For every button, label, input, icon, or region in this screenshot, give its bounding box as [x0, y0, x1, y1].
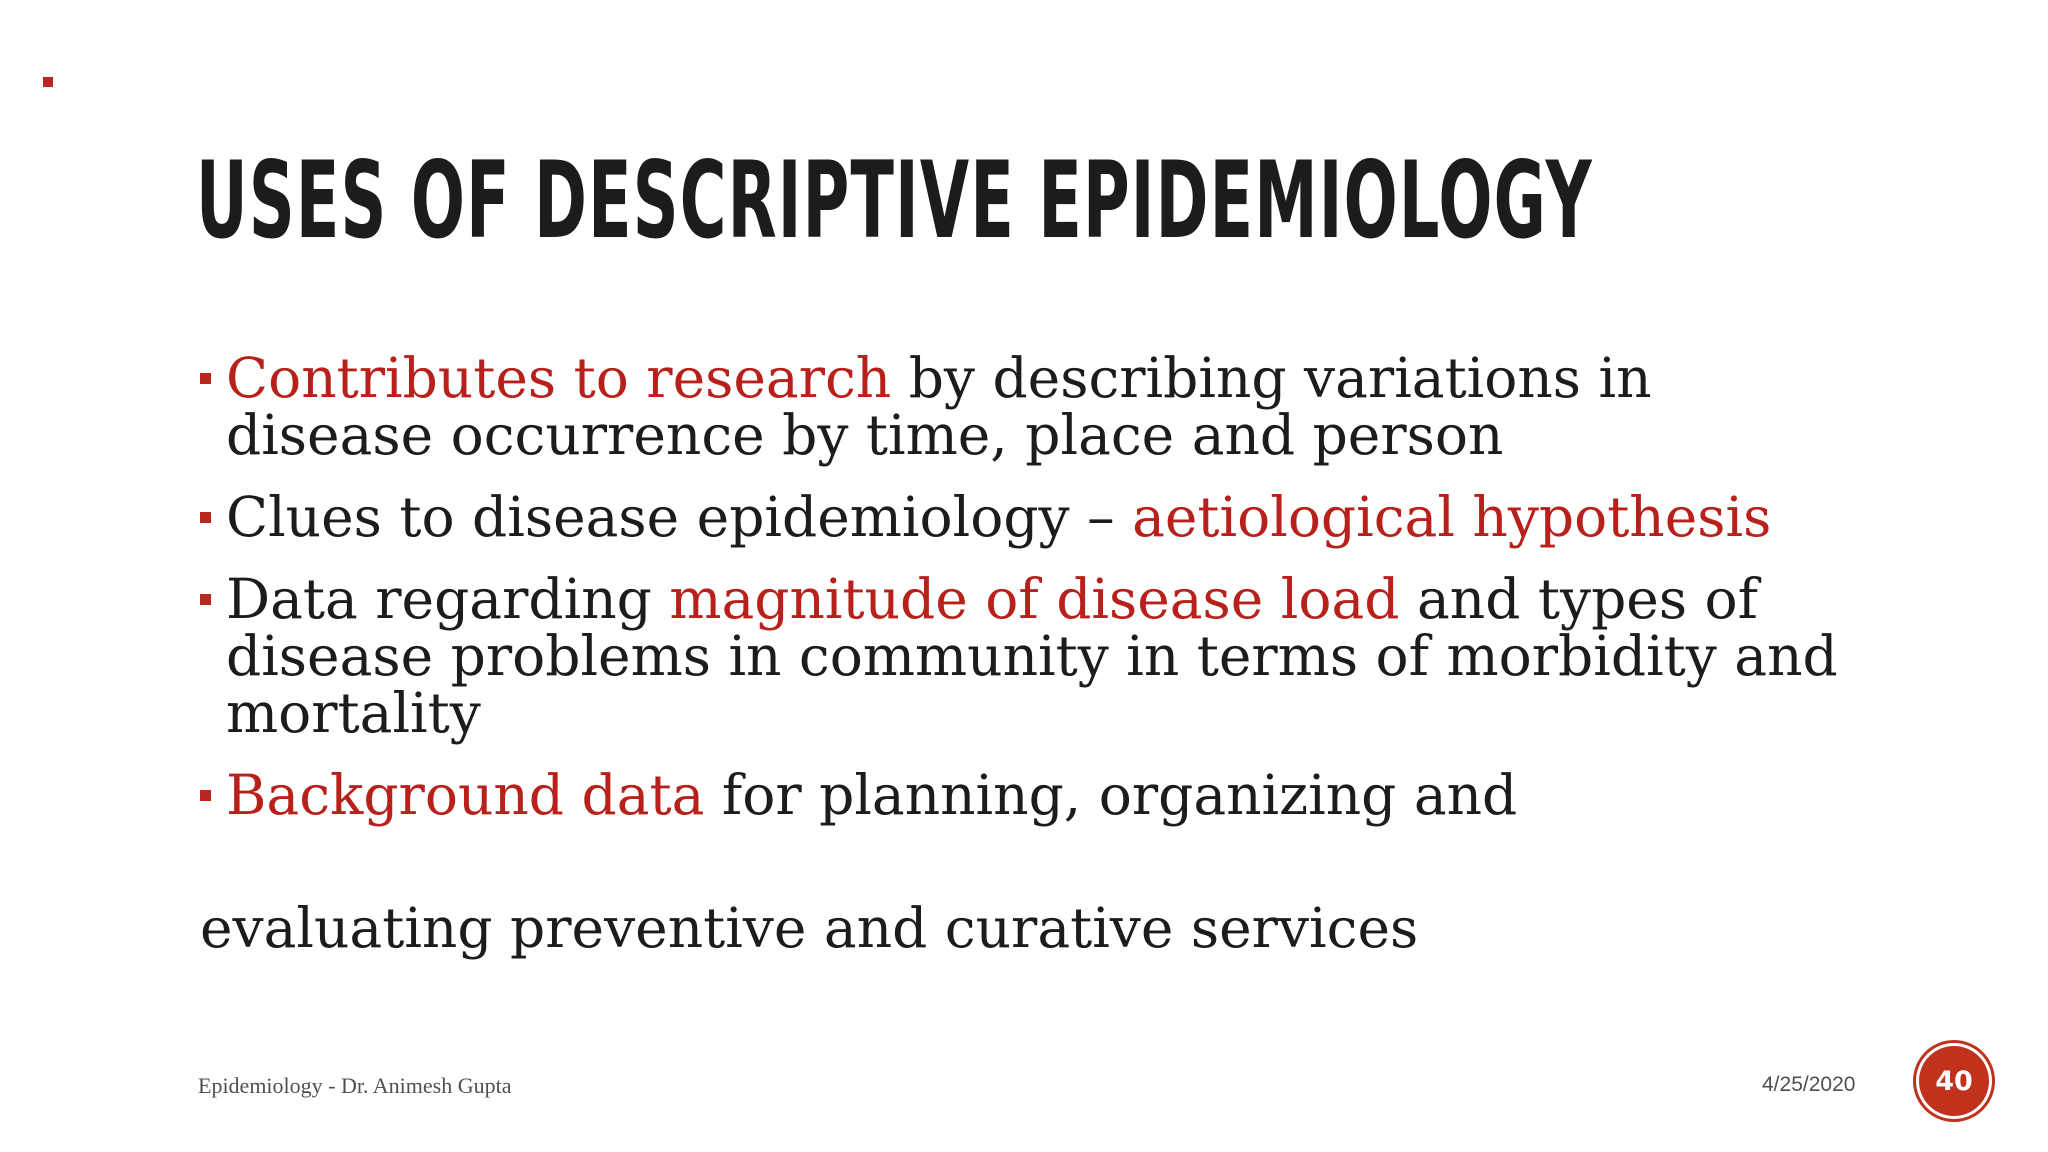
bullet-marker-icon — [200, 594, 211, 605]
bullet-item — [196, 485, 1896, 549]
bullet-emphasis: aetiological hypothesis — [1132, 485, 1772, 549]
bullet-marker-icon — [200, 512, 211, 523]
bullet-plain: by describing variations in disease occurrence by time, place and person — [226, 346, 1652, 467]
bullet-item — [196, 763, 1896, 827]
bullet-continuation-text: evaluating preventive and curative services — [200, 896, 1419, 960]
bullet-item — [196, 346, 1896, 467]
footer-text: Epidemiology - Dr. Animesh Gupta — [198, 1073, 512, 1098]
bullet-text — [226, 485, 1876, 549]
bullet-list — [196, 346, 1896, 827]
bullet-plain: Clues to disease epidemiology – — [226, 485, 1133, 549]
bullet-plain: for planning, organizing and — [704, 763, 1518, 827]
page-number-badge — [1919, 1046, 1989, 1116]
bullet-plain: Data regarding — [226, 567, 670, 631]
page-number: 40 — [1935, 1065, 1973, 1097]
bullet-plain: and types of disease problems in community in terms of morbidity and mortality — [226, 567, 1838, 745]
bullet-marker-icon — [200, 373, 211, 384]
bullet-text — [226, 567, 1876, 745]
bullet-marker-icon — [200, 790, 211, 801]
bullet-item — [196, 567, 1896, 745]
bullet-emphasis: Background data — [226, 763, 705, 827]
slide-title: USES OF DESCRIPTIVE EPIDEMIOLOGY — [196, 139, 1593, 262]
bullet-emphasis: Contributes to research — [226, 346, 892, 410]
bullet-text — [226, 346, 1876, 467]
footer-date: 4/25/2020 — [1762, 1073, 1856, 1096]
bullet-text — [226, 763, 1876, 827]
bullet-emphasis: magnitude of disease load — [669, 567, 1400, 631]
corner-square-marker — [43, 77, 53, 87]
